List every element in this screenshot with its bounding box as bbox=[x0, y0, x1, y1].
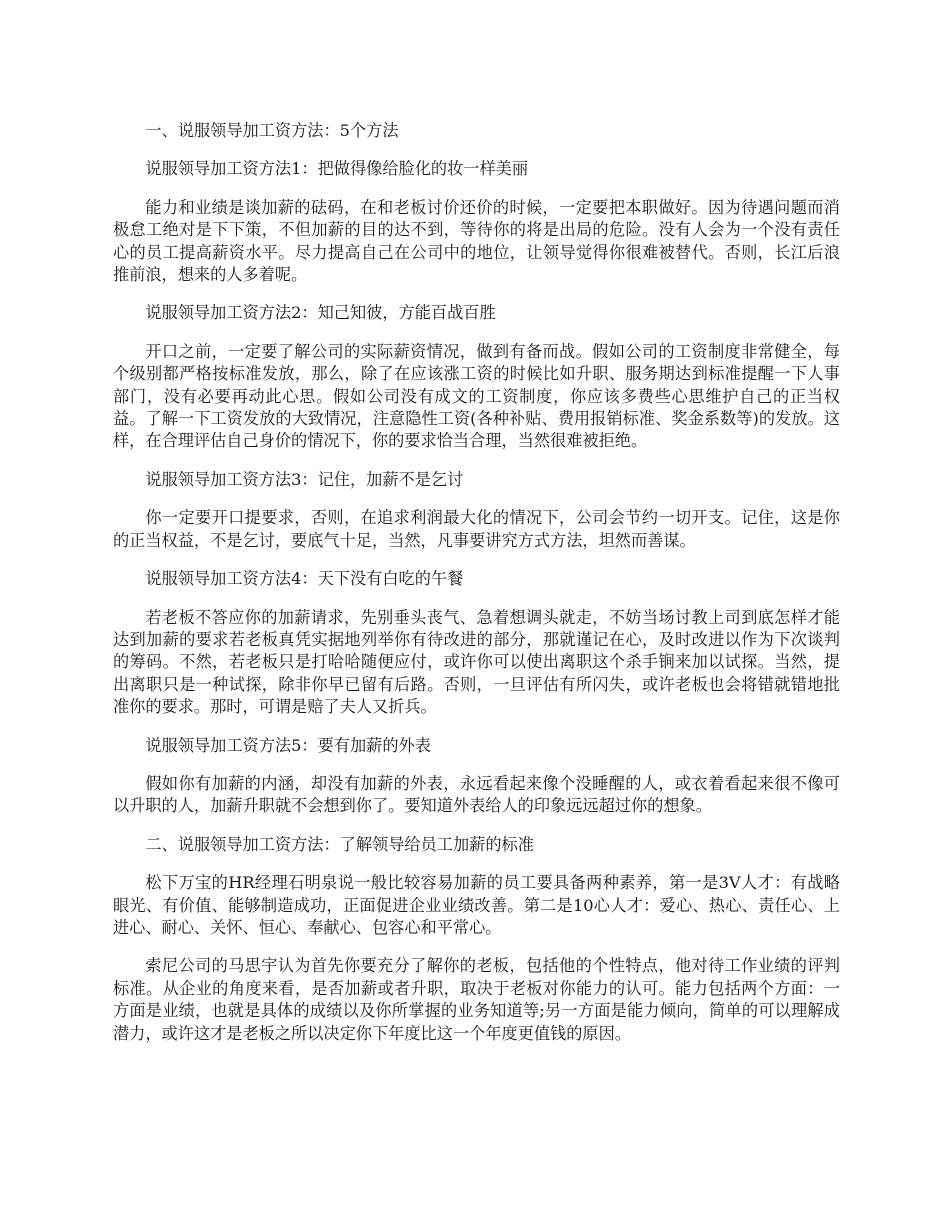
method-heading-2: 说服领导加工资方法2：知己知彼，方能百战百胜 bbox=[145, 303, 496, 323]
section-heading-2: 二、说服领导加工资方法：了解领导给员工加薪的标准 bbox=[145, 834, 534, 854]
method-heading-1: 说服领导加工资方法1：把做得像给脸化的妆一样美丽 bbox=[145, 159, 529, 179]
paragraph-panasonic: 松下万宝的HR经理石明泉说一般比较容易加薪的员工要具备两种素养，第一是3V人才：有战略眼光、有价值、能够制造成功，正面促进企业业绩改善。第二是10心人才：爱心、热心、责任心、上进心、耐心、关怀、恒心、奉献心、包容心和平常心。 bbox=[113, 873, 840, 937]
document-page bbox=[113, 120, 840, 1061]
paragraph-method-4: 若老板不答应你的加薪请求，先别垂头丧气、急着想调头就走，不妨当场讨教上司到底怎样才能达到加薪的要求若老板真凭实据地列举你有待改进的部分，那就谨记在心，及时改进以作为下次谈判的筹码。不然，若老板只是打哈哈随便应付，或许你可以使出离职这个杀手锏来加以试探。当然，提出离职只是一种试探，除非你早已留有后路。否则，一旦评估有所闪失，或许老板也会将错就错地批准你的要求。那时，可谓是赔了夫人又折兵。 bbox=[113, 607, 840, 717]
paragraph-method-3: 你一定要开口提要求，否则，在追求利润最大化的情况下，公司会节约一切开支。记住，这是你的正当权益，不是乞讨，要底气十足，当然，凡事要讲究方式方法，坦然而善谋。 bbox=[113, 508, 840, 550]
paragraph-sony: 索尼公司的马思宇认为首先你要充分了解你的老板，包括他的个性特点，他对待工作业绩的评判标准。从企业的角度来看，是否加薪或者升职，取决于老板对你能力的认可。能力包括两个方面：一方面是业绩，也就是具体的成绩以及你所掌握的业务知道等;另一方面是能力倾向，简单的可以理解成潜力，或许这才是老板之所以决定你下年度比这一个年度更值钱的原因。 bbox=[113, 956, 840, 1043]
paragraph-method-1: 能力和业绩是谈加薪的砝码，在和老板讨价还价的时候，一定要把本职做好。因为待遇问题而消极怠工绝对是下下策，不但加薪的目的达不到，等待你的将是出局的危险。没有人会为一个没有责任心的员工提高薪资水平。尽力提高自己在公司中的地位，让领导觉得你很难被替代。否则，长江后浪推前浪，想来的人多着呢。 bbox=[113, 197, 840, 285]
method-heading-3: 说服领导加工资方法3：记住，加薪不是乞讨 bbox=[145, 469, 464, 489]
method-heading-4: 说服领导加工资方法4：天下没有白吃的午餐 bbox=[145, 569, 464, 589]
paragraph-method-2: 开口之前，一定要了解公司的实际薪资情况，做到有备而战。假如公司的工资制度非常健全，每个级别都严格按标准发放，那么，除了在应该涨工资的时候比如升职、服务期达到标准提醒一下人事部门，没有必要再动此心思。假如公司没有成文的工资制度，你应该多费些心思维护自己的正当权益。了解一下工资发放的大致情况，注意隐性工资(各种补贴、费用报销标准、奖金系数等)的发放。这样，在合理评估自己身价的情况下，你的要求恰当合理，当然很难被拒绝。 bbox=[113, 341, 840, 451]
method-heading-5: 说服领导加工资方法5：要有加薪的外表 bbox=[145, 735, 431, 755]
section-heading-1: 一、说服领导加工资方法：5个方法 bbox=[145, 121, 399, 140]
paragraph-method-5: 假如你有加薪的内涵，却没有加薪的外表，永远看起来像个没睡醒的人，或衣着看起来很不像可以升职的人，加薪升职就不会想到你了。要知道外表给人的印象远远超过你的想象。 bbox=[113, 773, 840, 816]
